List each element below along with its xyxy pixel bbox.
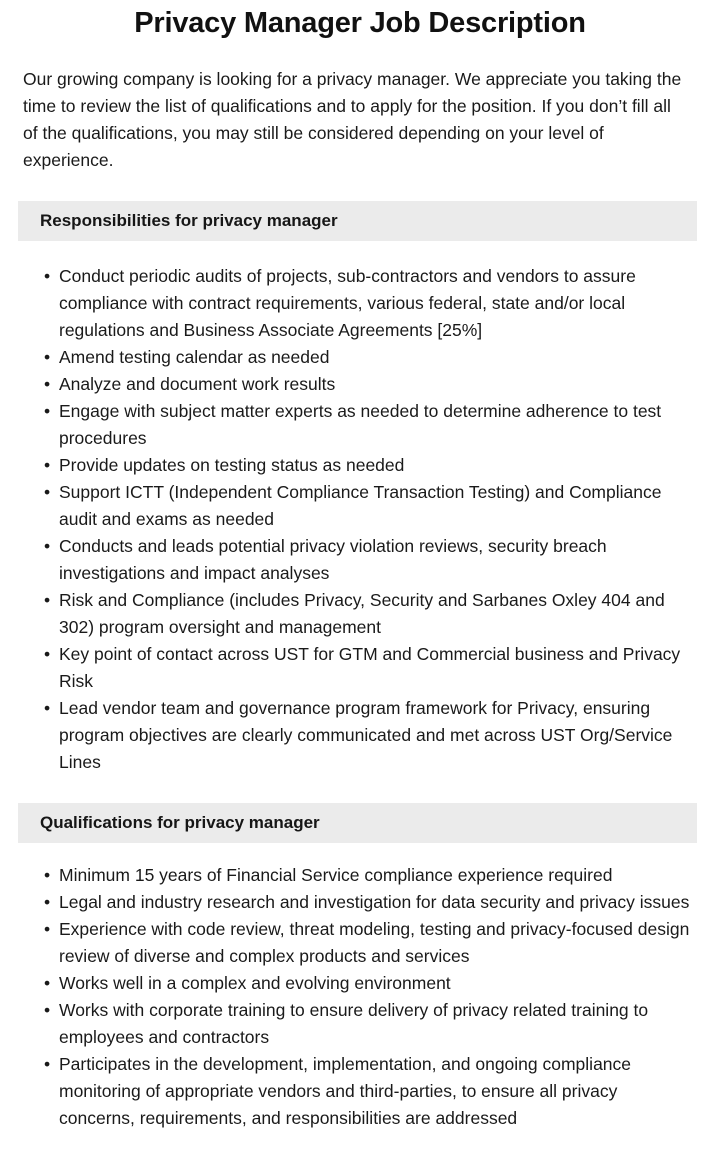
bullet-icon: •: [44, 401, 51, 421]
list-item-text: Amend testing calendar as needed: [59, 347, 330, 367]
section: [0, 201, 720, 776]
list-item-text: Lead vendor team and governance program framework for Privacy, ensuring program objectives are clearly communicated and met across UST Org/Service Lines: [59, 698, 673, 772]
list-item: [0, 970, 720, 997]
list-item: [0, 371, 720, 398]
section-heading-label: Qualifications for privacy manager: [40, 813, 320, 832]
list-item-text: Works well in a complex and evolving environment: [59, 973, 451, 993]
bullet-icon: •: [44, 1054, 51, 1074]
list-item: [0, 587, 720, 641]
list-item-text: Experience with code review, threat modeling, testing and privacy-focused design review of diverse and complex products and services: [59, 919, 690, 966]
section-heading-label: Responsibilities for privacy manager: [40, 211, 338, 230]
intro-paragraph: Our growing company is looking for a privacy manager. We appreciate you taking the time to review the list of qualifications and to apply for the position. If you don’t fill all of the qualifications, you may still be considered depending on your level of experience.: [23, 69, 682, 170]
list-item-text: Engage with subject matter experts as needed to determine adherence to test procedures: [59, 401, 662, 448]
list-item: [0, 916, 720, 970]
bullet-list: [0, 843, 720, 1132]
bullet-icon: •: [44, 266, 51, 286]
list-item: [0, 695, 720, 776]
bullet-icon: •: [44, 865, 51, 885]
bullet-icon: •: [44, 455, 51, 475]
list-item-text: Key point of contact across UST for GTM and Commercial business and Privacy Risk: [59, 644, 681, 691]
list-item: [0, 398, 720, 452]
list-item: [0, 1051, 720, 1132]
bullet-icon: •: [44, 590, 51, 610]
list-item: [0, 889, 720, 916]
bullet-icon: •: [44, 973, 51, 993]
bullet-icon: •: [44, 919, 51, 939]
list-item-text: Minimum 15 years of Financial Service compliance experience required: [59, 865, 613, 885]
list-item: [0, 533, 720, 587]
list-item-text: Support ICTT (Independent Compliance Transaction Testing) and Compliance audit and exams as needed: [59, 482, 662, 529]
page-title: Privacy Manager Job Description: [134, 7, 586, 39]
bullet-icon: •: [44, 482, 51, 502]
list-item-text: Provide updates on testing status as needed: [59, 455, 405, 475]
bullet-icon: •: [44, 644, 51, 664]
list-item-text: Works with corporate training to ensure delivery of privacy related training to employees and contractors: [59, 1000, 649, 1047]
bullet-icon: •: [44, 374, 51, 394]
list-item-text: Participates in the development, implementation, and ongoing compliance monitoring of appropriate vendors and third-parties, to ensure all privacy concerns, requirements, and responsibilities are addressed: [59, 1054, 632, 1128]
bullet-icon: •: [44, 536, 51, 556]
bullet-list: [0, 241, 720, 776]
list-item: [0, 263, 720, 344]
list-item: [0, 997, 720, 1051]
list-item: [0, 344, 720, 371]
bullet-icon: •: [44, 347, 51, 367]
sections-container: [0, 201, 720, 1132]
section-header: [18, 803, 697, 843]
list-item-text: Analyze and document work results: [59, 374, 336, 394]
list-item: [0, 452, 720, 479]
list-item-text: Conduct periodic audits of projects, sub-contractors and vendors to assure compliance with contract requirements, various federal, state and/or local regulations and Business Associate Agreements [25%]: [59, 266, 636, 340]
list-item: [0, 479, 720, 533]
bullet-icon: •: [44, 1000, 51, 1020]
list-item-text: Risk and Compliance (includes Privacy, Security and Sarbanes Oxley 404 and 302) program oversight and management: [59, 590, 665, 637]
list-item: [0, 641, 720, 695]
list-item: [0, 862, 720, 889]
list-item-text: Conducts and leads potential privacy violation reviews, security breach investigations and impact analyses: [59, 536, 607, 583]
section-header: [18, 201, 697, 241]
section: [0, 803, 720, 1132]
list-item-text: Legal and industry research and investigation for data security and privacy issues: [59, 892, 690, 912]
bullet-icon: •: [44, 698, 51, 718]
bullet-icon: •: [44, 892, 51, 912]
